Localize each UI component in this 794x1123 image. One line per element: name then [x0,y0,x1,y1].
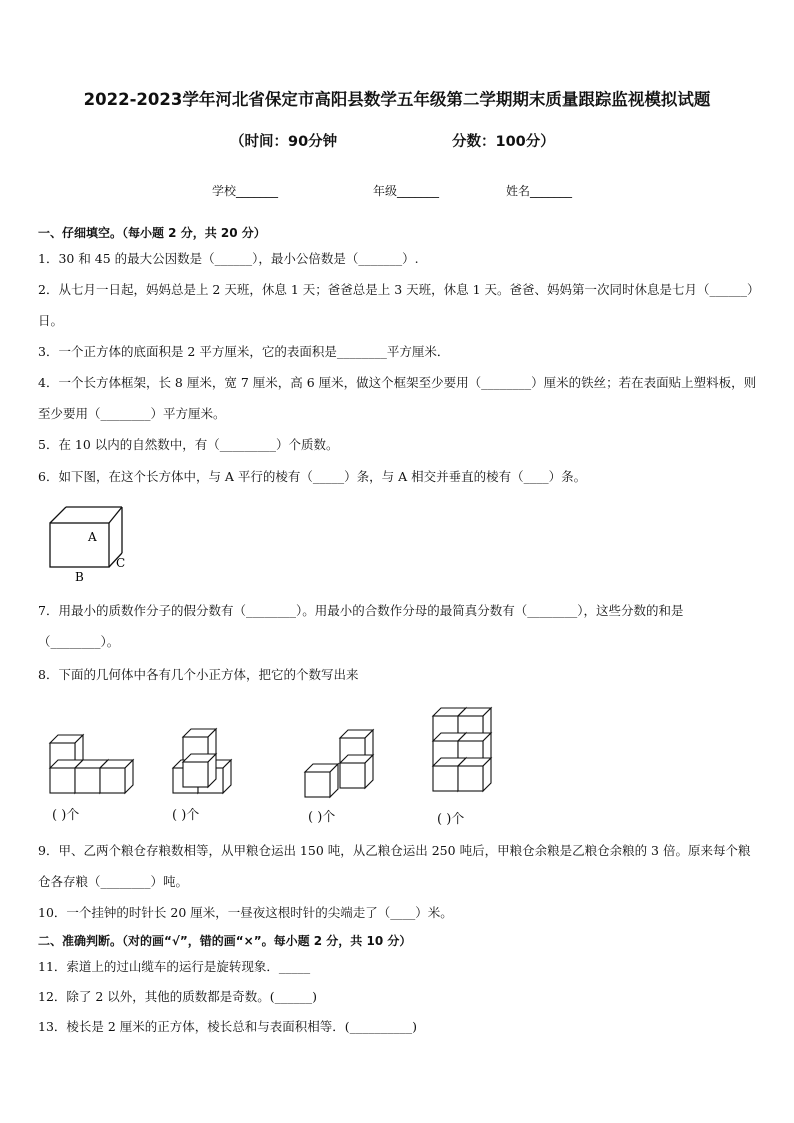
answer-blank-2[interactable]: ( )个 [172,808,200,823]
name-field[interactable]: 姓名_______ [506,184,573,198]
cube-stack-3 [305,730,373,797]
question-6: 6．如下图，在这个长方体中，与 A 平行的棱有（_____）条，与 A 相交并垂直的棱有（____）条。 [38,469,587,484]
question-4: 4．一个长方体框架，长 8 厘米，宽 7 厘米，高 6 厘米，做这个框架至少要用（________）厘米的铁丝；若在表面贴上塑料板，则至少要用（________）平方厘米。 [38,375,757,421]
question-13: 13．棱长是 2 厘米的正方体，棱长总和与表面积相等．(__________) [38,1019,418,1034]
edge-label-c: C [116,556,126,570]
question-11: 11．索道上的过山缆车的运行是旋转现象．_____ [38,959,311,974]
answer-blank-3[interactable]: ( )个 [308,810,336,825]
question-7: 7．用最小的质数作分子的假分数有（________）。用最小的合数作分母的最简真分数有（________），这些分数的和是（________）。 [38,603,684,649]
section-heading-judge: 二、准确判断。（对的画“√”，错的画“×”。每小题 2 分，共 10 分） [38,934,412,948]
cube-stack-1 [50,735,133,793]
cube-stack-2 [173,729,231,793]
edge-label-a: A [88,530,97,544]
question-9: 9．甲、乙两个粮仓存粮数相等，从甲粮仓运出 150 吨，从乙粮仓运出 250 吨后，甲粮仓余粮是乙粮仓余粮的 3 倍。原来每个粮仓各存粮（________）吨。 [38,843,751,889]
exam-score: 分数：100分） [452,134,555,150]
question-5: 5．在 10 以内的自然数中，有（_________）个质数。 [38,437,339,452]
section-heading-fill-in: 一、仔细填空。（每小题 2 分，共 20 分） [38,226,266,240]
question-12: 12．除了 2 以外，其他的质数都是奇数。(______) [38,989,318,1004]
question-2: 2．从七月一日起，妈妈总是上 2 天班，休息 1 天；爸爸总是上 3 天班，休息 1 天。爸爸、妈妈第一次同时休息是七月（______）日。 [38,282,760,328]
question-10: 10．一个挂钟的时针长 20 厘米，一昼夜这根时针的尖端走了（____）米。 [38,905,453,920]
answer-blank-4[interactable]: ( )个 [437,812,465,827]
exam-time: （时间：90分钟 [230,134,338,150]
question-8: 8．下面的几何体中各有几个小正方体，把它的个数写出来 [38,667,359,682]
question-1: 1．30 和 45 的最大公因数是（______），最小公倍数是（_______）. [38,251,419,266]
page-title: 2022-2023学年河北省保定市高阳县数学五年级第二学期期末质量跟踪监视模拟试题 [83,90,711,109]
cube-stack-4 [433,708,491,791]
question-3: 3．一个正方体的底面积是 2 平方厘米，它的表面积是________平方厘米． [38,344,450,359]
answer-blank-1[interactable]: ( )个 [52,808,80,823]
edge-label-b: B [75,570,84,584]
grade-field[interactable]: 年级_______ [373,184,440,198]
cube-stacks-figure [40,700,510,804]
school-field[interactable]: 学校_______ [212,184,279,198]
cuboid-figure [46,503,136,585]
